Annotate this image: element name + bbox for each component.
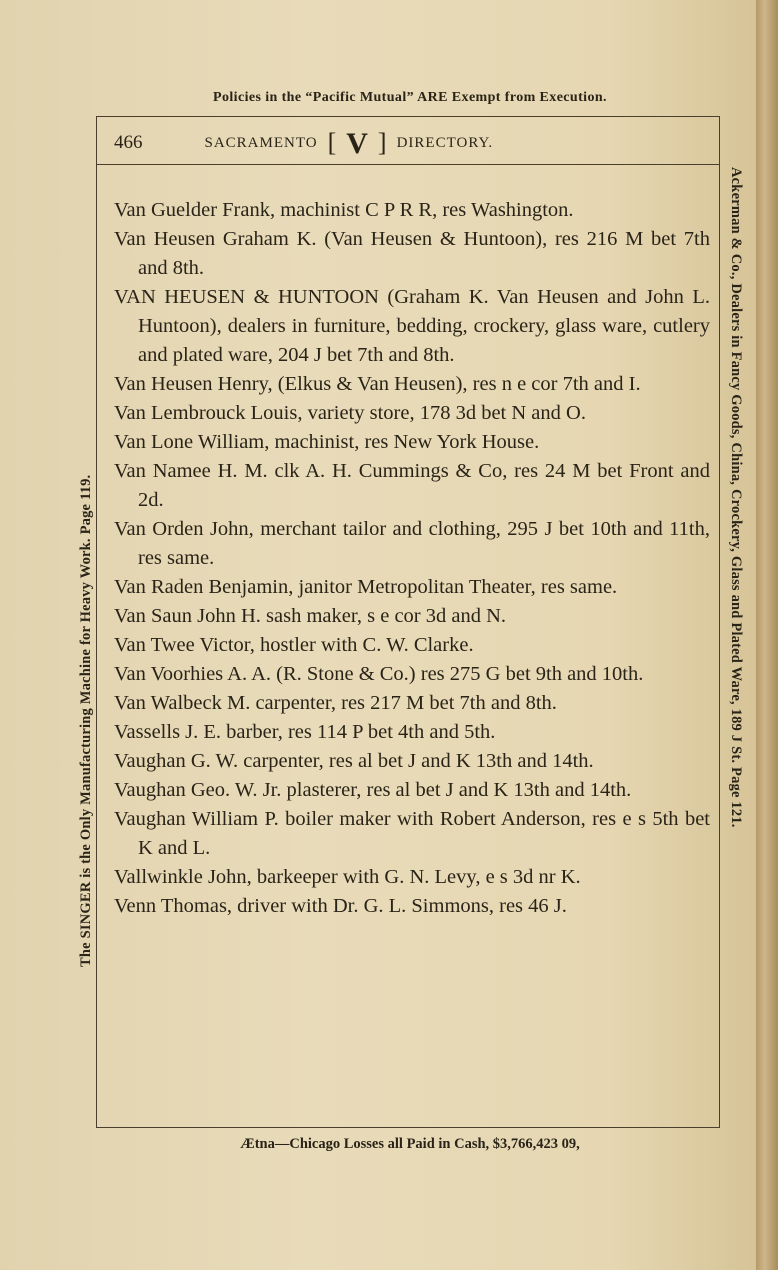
left-margin-advertisement: The SINGER is the Only Manufacturing Machine for Heavy Work. Page 119. [78,474,94,967]
directory-entry: Vaughan William P. boiler maker with Robert Anderson, res e s 5th bet K and L. [114,808,710,859]
page-number: 466 [114,132,143,153]
directory-label: DIRECTORY. [396,134,494,151]
directory-entry: Vaughan Geo. W. Jr. plasterer, res al bet J and K 13th and 14th. [114,779,632,801]
section-letter: V [346,127,368,160]
directory-entry: Van Twee Victor, hostler with C. W. Clarke. [114,634,474,656]
header-rule [96,164,720,165]
bottom-advertisement-banner: Ætna—Chicago Losses all Paid in Cash, $3,766,423 09, [240,1136,580,1152]
directory-entry: Van Lone William, machinist, res New York House. [114,431,540,453]
directory-entry: Van Heusen Graham K. (Van Heusen & Huntoon), res 216 M bet 7th and 8th. [114,228,710,279]
directory-entry: Van Namee H. M. clk A. H. Cummings & Co, res 24 M bet Front and 2d. [114,460,710,511]
directory-entry: Vassells J. E. barber, res 114 P bet 4th and 5th. [114,721,496,743]
running-head [114,128,704,158]
city-title: SACRAMENTO [204,134,318,151]
directory-entry: Vallwinkle John, barkeeper with G. N. Levy, e s 3d nr K. [114,866,581,888]
directory-entry: Venn Thomas, driver with Dr. G. L. Simmons, res 46 J. [114,895,567,917]
bracket-close: ] [377,128,387,157]
directory-entry: Van Heusen Henry, (Elkus & Van Heusen), res n e cor 7th and I. [114,373,641,395]
directory-entry: Van Lembrouck Louis, variety store, 178 3d bet N and O. [114,402,586,424]
directory-entry: Vaughan G. W. carpenter, res al bet J and K 13th and 14th. [114,750,594,772]
directory-entry: Van Guelder Frank, machinist C P R R, res Washington. [114,199,574,221]
top-advertisement-banner: Policies in the “Pacific Mutual” ARE Exempt from Execution. [213,90,607,105]
right-margin-advertisement: Ackerman & Co., Dealers in Fancy Goods, China, Crockery, Glass and Plated Ware, 189 J St. Page 121. [728,167,744,828]
directory-entry: VAN HEUSEN & HUNTOON (Graham K. Van Heusen and John L. Huntoon), dealers in furniture, bedding, crockery, glass ware, cutlery and plated ware, 204 J bet 7th and 8th. [114,286,710,366]
directory-entry: Van Walbeck M. carpenter, res 217 M bet 7th and 8th. [114,692,557,714]
directory-entry: Van Orden John, merchant tailor and clothing, 295 J bet 10th and 11th, res same. [114,518,710,569]
directory-entry: Van Voorhies A. A. (R. Stone & Co.) res 275 G bet 9th and 10th. [114,663,644,685]
directory-entry: Van Raden Benjamin, janitor Metropolitan Theater, res same. [114,576,618,598]
bracket-open: [ [327,128,337,157]
directory-entry: Van Saun John H. sash maker, s e cor 3d and N. [114,605,507,627]
book-edge [756,0,778,1270]
directory-entries [114,196,710,921]
